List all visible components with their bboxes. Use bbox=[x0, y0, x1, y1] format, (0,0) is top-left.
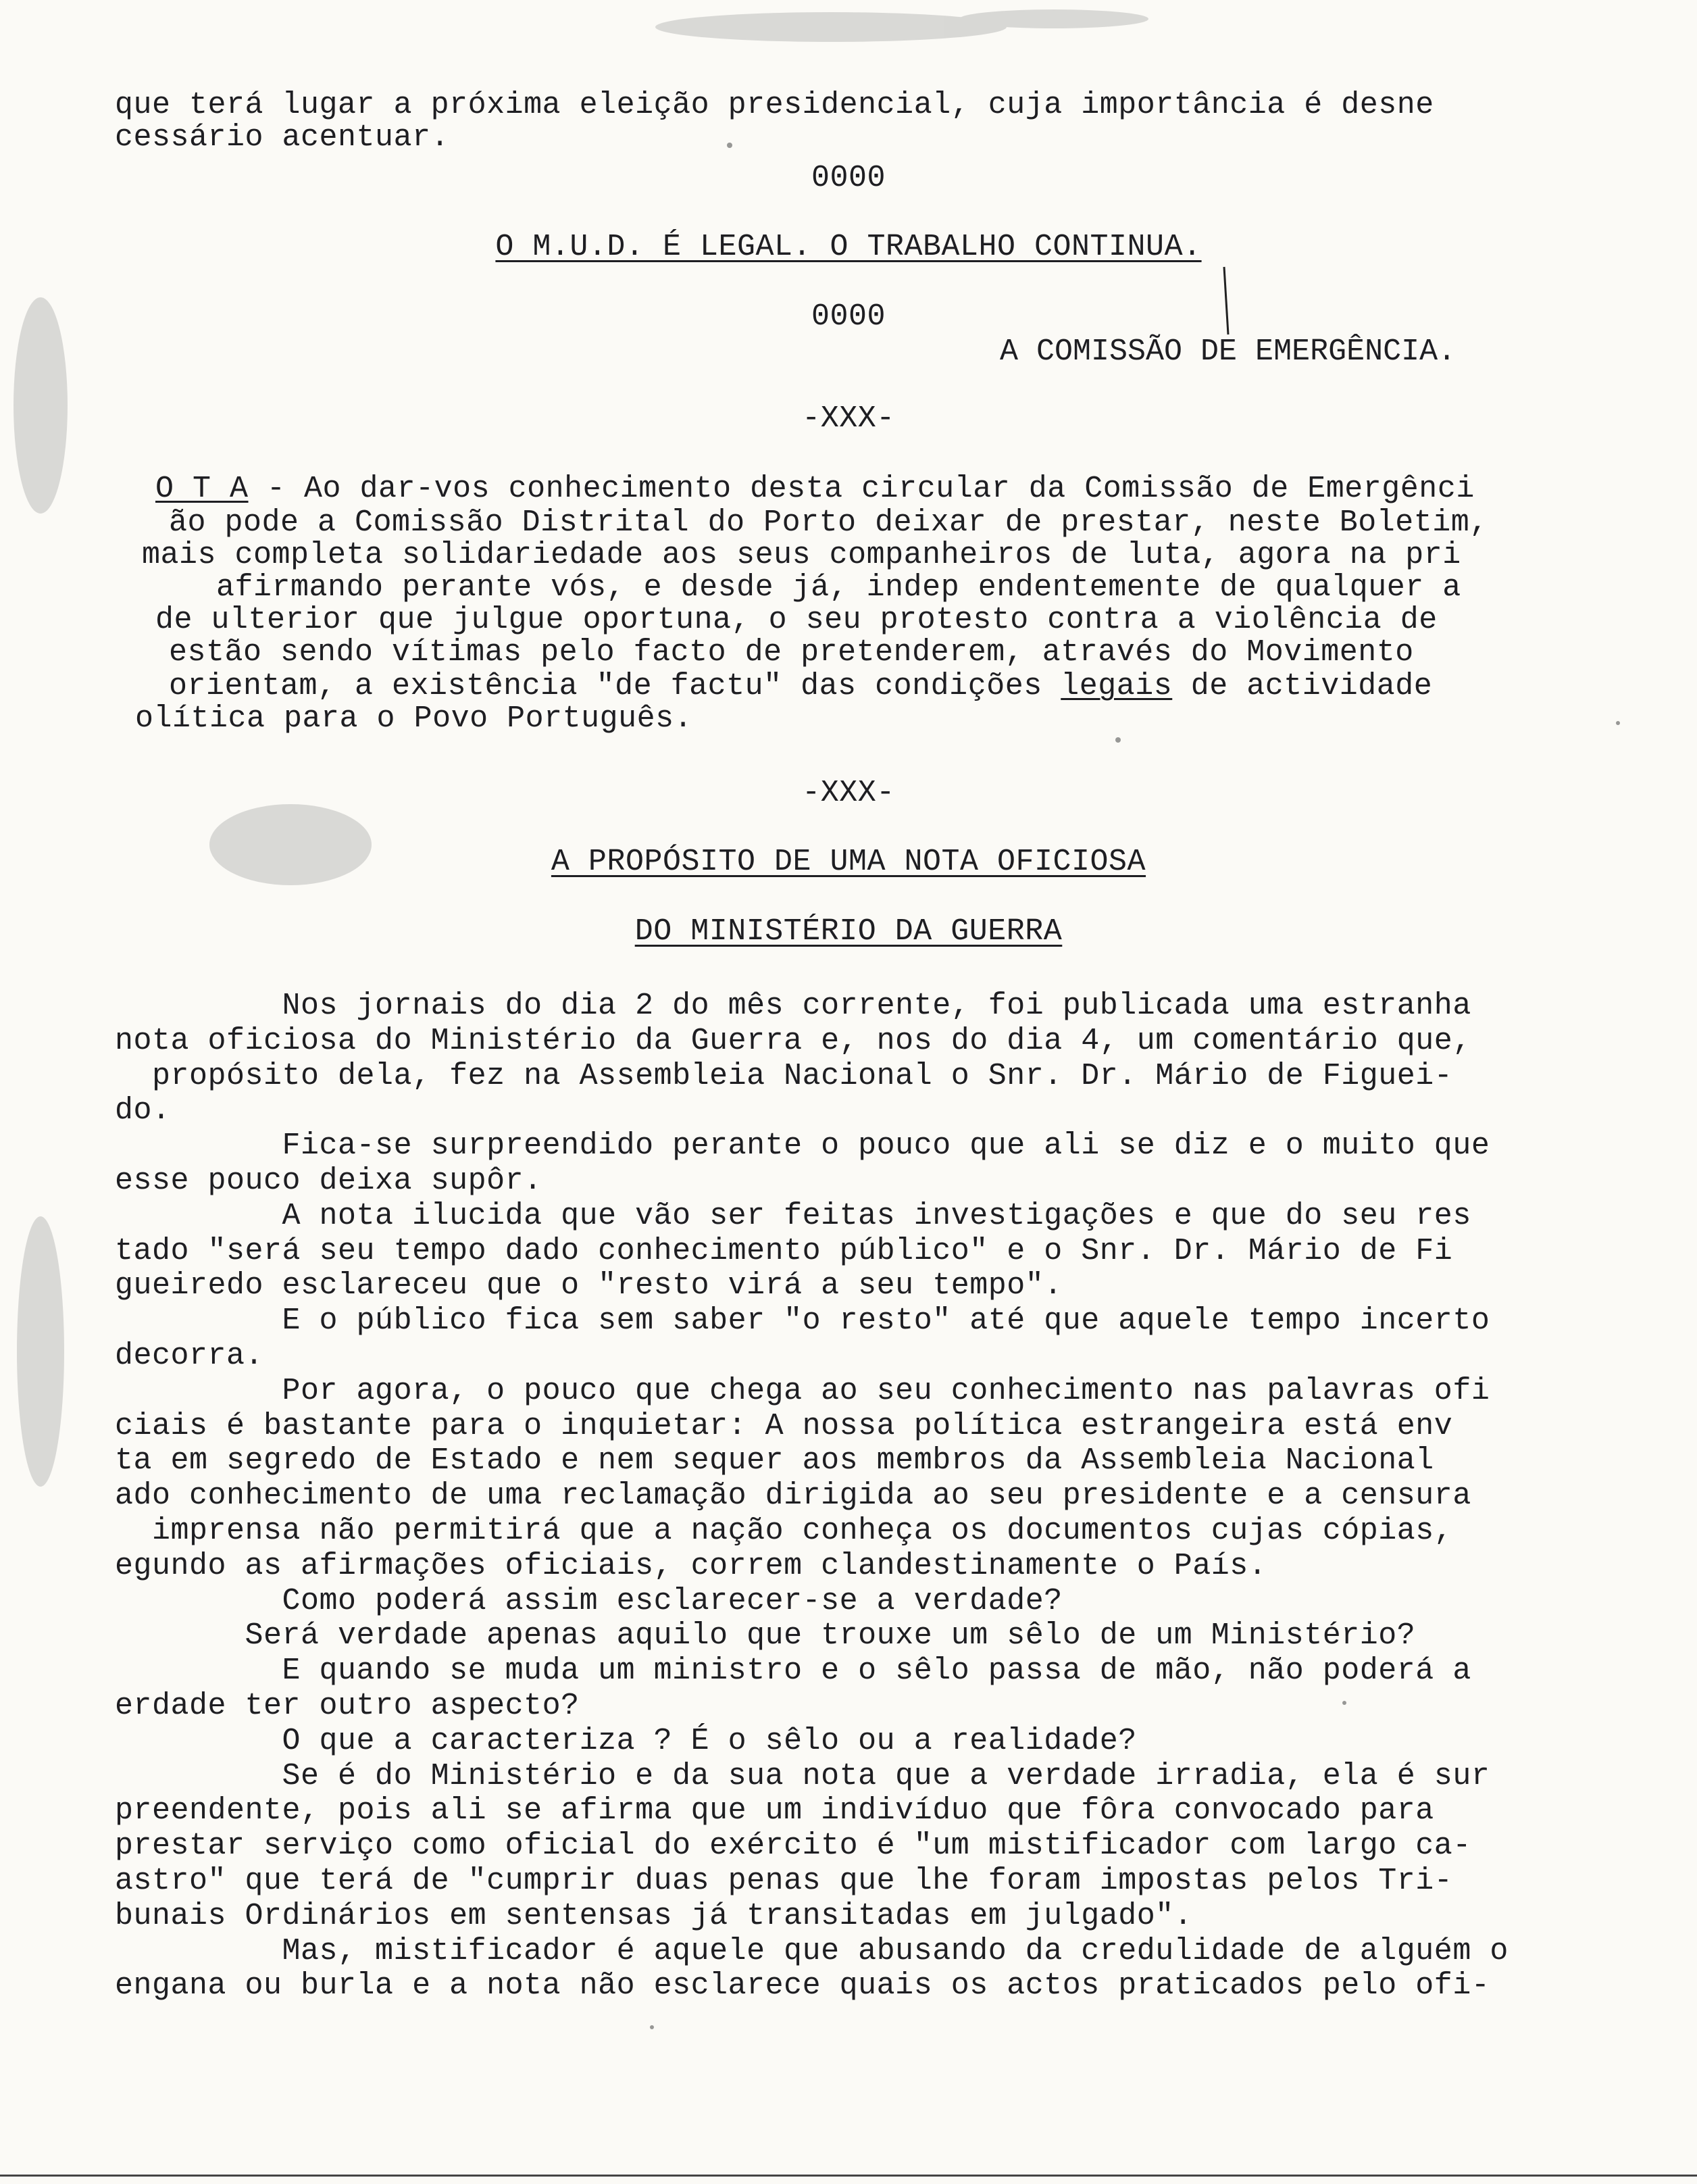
body-line: esse pouco deixa supôr. bbox=[115, 1164, 542, 1198]
body-line: O que a caracteriza ? É o sêlo ou a realidade? bbox=[115, 1723, 1137, 1758]
body-line: decorra. bbox=[115, 1339, 264, 1373]
body-line: gueiredo esclareceu que o "resto virá a seu tempo". bbox=[115, 1268, 1063, 1304]
page-bottom-edge bbox=[0, 2175, 1697, 2177]
body-line: preendente, pois ali se afirma que um indivíduo que fôra convocado para bbox=[115, 1793, 1434, 1829]
body-line: ado conhecimento de uma reclamação dirigida ao seu presidente e a censura bbox=[115, 1479, 1471, 1514]
section-divider: -XXX- bbox=[802, 401, 895, 436]
body-line: ta em segredo de Estado e nem sequer aos membros da Assembleia Nacional bbox=[115, 1443, 1434, 1479]
headline-nota-oficiosa: A PROPÓSITO DE UMA NOTA OFICIOSA bbox=[551, 845, 1146, 879]
nota-line-4: afirmando perante vós, e desde já, indep endentemente de qualquer a bbox=[142, 570, 1461, 605]
body-line: propósito dela, fez na Assembleia Nacional o Snr. Dr. Mário de Figuei- bbox=[115, 1058, 1453, 1093]
body-line: erdade ter outro aspecto? bbox=[115, 1689, 580, 1723]
body-line: Por agora, o pouco que chega ao seu conhecimento nas palavras ofi bbox=[115, 1373, 1490, 1408]
signature-comissao: A COMISSÃO DE EMERGÊNCIA. bbox=[1000, 334, 1457, 369]
body-line: astro" que terá de "cumprir duas penas que lhe foram impostas pelos Tri- bbox=[115, 1864, 1453, 1898]
nota-line-7-emphasis: legais bbox=[1061, 669, 1173, 703]
body-line: Fica-se surpreendido perante o pouco que ali se diz e o muito que bbox=[115, 1128, 1490, 1164]
headline-ministerio-guerra: DO MINISTÉRIO DA GUERRA bbox=[634, 914, 1063, 949]
nota-line-5: de ulterior que julgue oportuna, o seu protesto contra a violência de bbox=[155, 603, 1438, 637]
body-line: Se é do Ministério e da sua nota que a verdade irradia, ela é sur bbox=[115, 1758, 1490, 1793]
body-line: ciais é bastante para o inquietar: A nossa política estrangeira está env bbox=[115, 1408, 1453, 1443]
nota-line-8: olítica para o Povo Português. bbox=[135, 701, 693, 736]
headline-mud-legal: O M.U.D. É LEGAL. O TRABALHO CONTINUA. bbox=[495, 230, 1202, 264]
body-line: Como poderá assim esclarecer-se a verdade? bbox=[115, 1583, 1063, 1618]
body-line: Será verdade apenas aquilo que trouxe um sêlo de um Ministério? bbox=[115, 1618, 1416, 1654]
body-line: Mas, mistificador é aquele que abusando da credulidade de alguém o bbox=[115, 1933, 1509, 1968]
body-line: imprensa não permitirá que a nação conheça os documentos cujas cópias, bbox=[115, 1514, 1453, 1548]
nota-line-2: ão pode a Comissão Distrital do Porto deixar de prestar, neste Boletim, bbox=[169, 505, 1488, 540]
nota-text: - Ao dar-vos conhecimento desta circular da Comissão de Emergênci bbox=[248, 472, 1475, 506]
nota-line-7-pre: orientam, a existência "de factu" das condições bbox=[169, 669, 1061, 703]
nota-line-6: estão sendo vítimas pelo facto de pretenderem, através do Movimento bbox=[169, 635, 1414, 670]
separator: 0000 bbox=[811, 161, 886, 195]
body-line: E quando se muda um ministro e o sêlo passa de mão, não poderá a bbox=[115, 1654, 1471, 1689]
body-line: bunais Ordinários em sentensas já transitadas em julgado". bbox=[115, 1898, 1193, 1933]
section-divider: -XXX- bbox=[802, 776, 895, 810]
body-line: tado "será seu tempo dado conhecimento público" e o Snr. Dr. Mário de Fi bbox=[115, 1233, 1453, 1268]
body-line: Nos jornais do dia 2 do mês corrente, foi publicada uma estranha bbox=[115, 989, 1471, 1023]
body-line: prestar serviço como oficial do exército é "um mistificador com largo ca- bbox=[115, 1829, 1471, 1864]
opening-line-2: cessário acentuar. bbox=[115, 120, 450, 155]
body-line: egundo as afirmações oficiais, correm clandestinamente o País. bbox=[115, 1548, 1267, 1583]
opening-line-1: que terá lugar a próxima eleição presidencial, cuja importância é desne bbox=[115, 88, 1434, 122]
body-line: do. bbox=[115, 1093, 171, 1128]
body-line: A nota ilucida que vão ser feitas investigações e que do seu res bbox=[115, 1198, 1471, 1233]
nota-line-3: mais completa solidariedade aos seus companheiros de luta, agora na pri bbox=[142, 538, 1461, 572]
nota-line-7 bbox=[169, 670, 1642, 703]
nota-line-7-post: de actividade bbox=[1172, 669, 1433, 703]
body-line: E o público fica sem saber "o resto" até que aquele tempo incerto bbox=[115, 1304, 1490, 1339]
body-line: nota oficiosa do Ministério da Guerra e, nos do dia 4, um comentário que, bbox=[115, 1023, 1471, 1058]
nota-label: O T A bbox=[155, 472, 249, 506]
separator: 0000 bbox=[811, 299, 886, 334]
nota-line-1 bbox=[155, 473, 1628, 505]
body-line: engana ou burla e a nota não esclarece quais os actos praticados pelo ofi- bbox=[115, 1968, 1490, 2004]
